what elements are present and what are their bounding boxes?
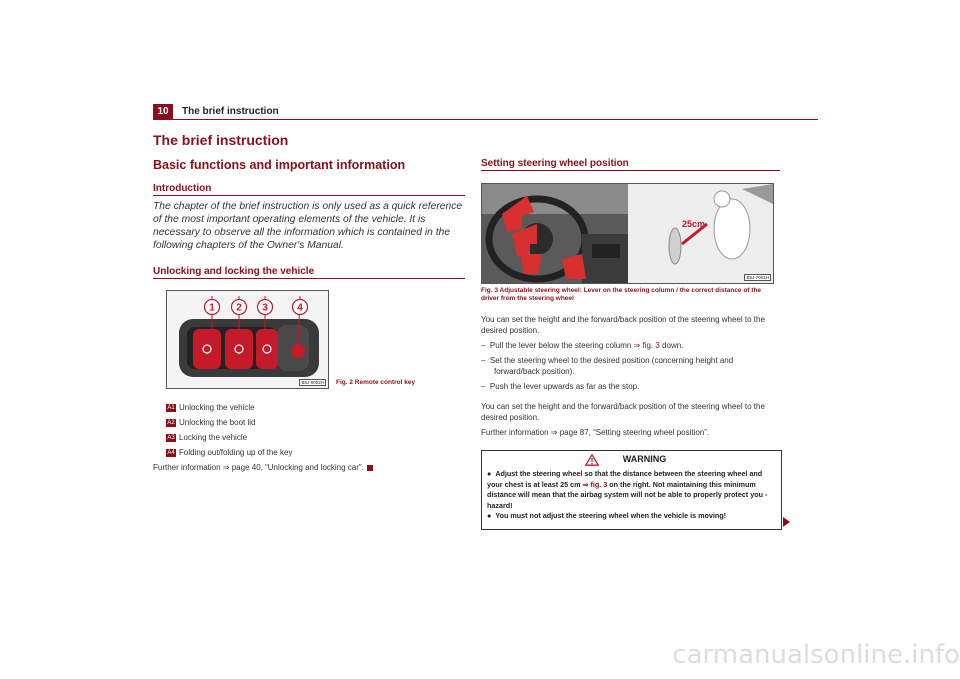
next-page-arrow-icon[interactable] (783, 517, 790, 527)
unlocking-rule (153, 278, 465, 279)
step-item: – Push the lever upwards as far as the stop. (481, 382, 640, 391)
remote-key-figure (166, 290, 329, 389)
list-item: A4 Folding out/folding up of the key (167, 448, 293, 457)
callout-4: 4 (297, 302, 303, 314)
steering-figure (481, 183, 774, 284)
step-item: – Pull the lever below the steering column ⇒ fig. 3 down. (481, 341, 684, 350)
unlocking-further-info: Further information ⇒ page 40, “Unlocking and locking car”. (153, 462, 373, 473)
running-title: The brief instruction (182, 106, 279, 117)
chapter-title: The brief instruction (153, 132, 289, 148)
figure-code: B5J-0002H (301, 380, 324, 385)
watermark: carmanualsonline.info (672, 640, 960, 670)
warning-item-1: ● Adjust the steering wheel so that the distance between the steering wheel and your chest is at least 25 cm ⇒ fig. 3 on the right. Not maintaining this minimum distance will mean that the airbag system will not be able to properly protect you - hazard! (487, 469, 768, 510)
warning-text (487, 469, 777, 522)
steering-heading: Setting steering wheel position (481, 158, 629, 169)
item-badge: A2 (167, 419, 175, 426)
page-number: 10 (153, 104, 173, 120)
warning-title: WARNING (622, 454, 667, 464)
callout-1: 1 (209, 302, 215, 314)
steering-para1: You can set the height and the forward/back position of the steering wheel to the desired position. (481, 315, 765, 335)
fig2-caption: Fig. 2 Remote control key (336, 379, 416, 386)
section-title: Basic functions and important information (153, 158, 406, 172)
remote-key-illustration (167, 291, 328, 388)
callout-3: 3 (262, 302, 268, 314)
header-rule (173, 119, 818, 120)
callout-2: 2 (236, 302, 242, 314)
fig-link[interactable]: ⇒ fig. 3 (582, 479, 608, 489)
figure-code: B5J-7001H (746, 275, 769, 280)
unlocking-heading: Unlocking and locking the vehicle (153, 266, 315, 277)
steering-further-info: Further information ⇒ page 87, “Setting steering wheel position”. (481, 428, 710, 437)
distance-label: 25cm (682, 219, 706, 229)
fig-link[interactable]: ⇒ fig. 3 (633, 341, 660, 350)
steering-illustration (482, 184, 773, 283)
list-item: A1 Unlocking the vehicle (167, 403, 255, 412)
list-item: A3 Locking the vehicle (167, 433, 248, 442)
item-badge: A1 (167, 404, 175, 411)
end-marker-icon (367, 465, 373, 471)
steering-rule (481, 170, 780, 171)
intro-rule (153, 195, 465, 196)
step-item: – Set the steering wheel to the desired position (concerning height and forward/back position). (481, 356, 734, 376)
item-badge: A4 (167, 449, 175, 456)
intro-text: The chapter of the brief instruction is only used as a quick reference of the most important operating elements of the vehicle. It is necessary to observe all the information which is contained in the following chapters of the Owner's Manual. (153, 201, 463, 251)
item-badge: A3 (167, 434, 175, 441)
warning-item-2: ● You must not adjust the steering wheel when the vehicle is moving! (487, 511, 727, 520)
steering-para2: You can set the height and the forward/back position of the steering wheel to the desired position. (481, 402, 765, 422)
warning-box (481, 450, 782, 530)
list-item: A2 Unlocking the boot lid (167, 418, 256, 427)
intro-heading: Introduction (153, 183, 212, 194)
fig3-caption: Fig. 3 Adjustable steering wheel: Lever on the steering column / the correct distance of the driver from the steering wheel (481, 287, 762, 302)
